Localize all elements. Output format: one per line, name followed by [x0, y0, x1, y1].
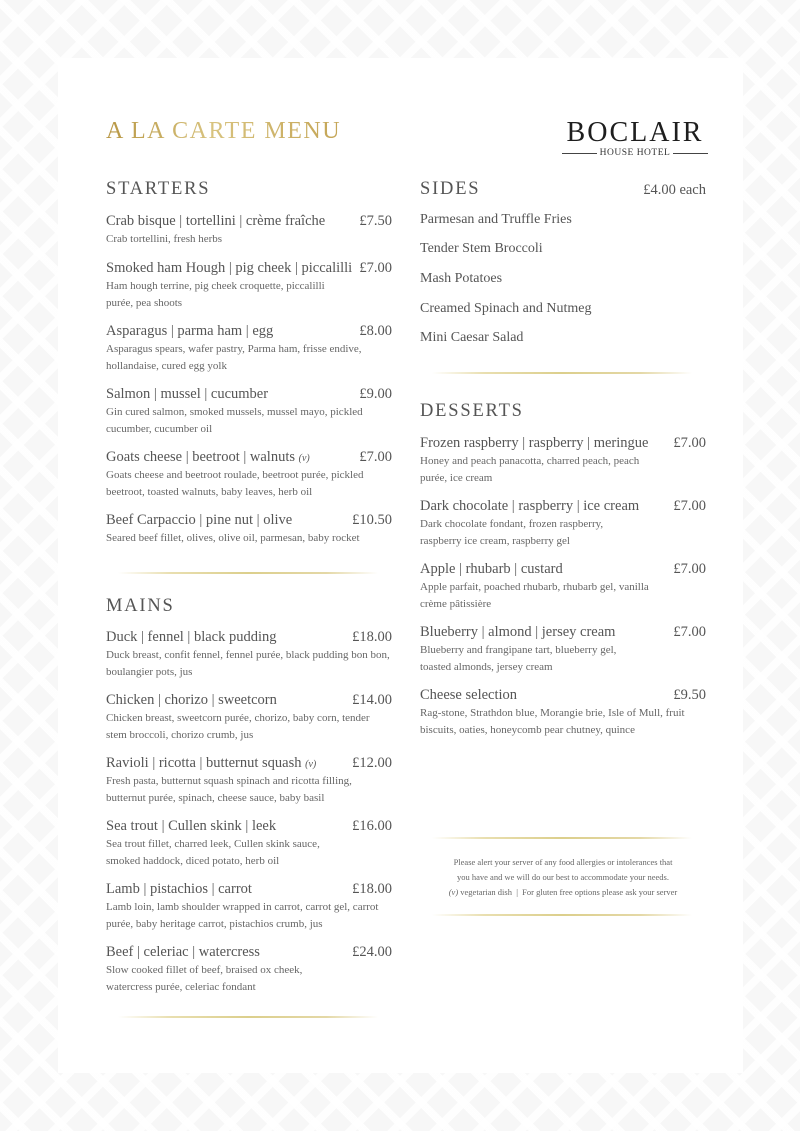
mains-title: MAINS — [106, 596, 175, 616]
logo-name: BOCLAIR — [566, 117, 704, 148]
section-divider — [432, 372, 692, 374]
item-price: £18.00 — [352, 629, 392, 645]
logo-rule-right — [673, 153, 708, 154]
sides-title: SIDES — [420, 179, 481, 199]
item-price: £16.00 — [352, 818, 392, 834]
item-name: Apple | rhubarb | custard — [420, 561, 563, 577]
item-description: Honey and peach panacotta, charred peach, peach purée, ice cream — [420, 455, 640, 484]
item-price: £8.00 — [359, 323, 392, 339]
item-name: Goats cheese | beetroot | walnuts — [106, 449, 296, 465]
main-item — [106, 629, 392, 681]
main-item — [106, 755, 392, 807]
item-name: Sea trout | Cullen skink | leek — [106, 818, 277, 834]
main-item — [106, 944, 392, 996]
desserts-title: DESSERTS — [420, 401, 524, 421]
item-name: Beef Carpaccio | pine nut | olive — [106, 512, 293, 528]
item-price: £7.00 — [673, 435, 706, 451]
item-name: Salmon | mussel | cucumber — [106, 386, 269, 402]
vegetarian-marker: (v) — [305, 759, 317, 770]
item-description: Sea trout fillet, charred leek, Cullen skink sauce, smoked haddock, diced potato, herb oil — [106, 838, 320, 867]
side-item: Tender Stem Broccoli — [420, 241, 543, 256]
item-name: Blueberry | almond | jersey cream — [420, 624, 616, 640]
sides-price: £4.00 each — [643, 182, 706, 198]
side-item: Parmesan and Truffle Fries — [420, 212, 572, 227]
item-name: Crab bisque | tortellini | crème fraîche — [106, 213, 326, 229]
note-line-1: Please alert your server of any food allergies or intolerances that — [453, 857, 673, 867]
item-description: Lamb loin, lamb shoulder wrapped in carrot, carrot gel, carrot purée, baby heritage carrot, pistachios crumb, jus — [106, 901, 379, 930]
dessert-item — [420, 498, 706, 550]
item-price: £9.50 — [673, 687, 706, 703]
section-divider — [118, 572, 378, 574]
item-description: Blueberry and frangipane tart, blueberry gel, toasted almonds, jersey cream — [420, 644, 617, 673]
item-price: £10.50 — [352, 512, 392, 528]
item-price: £7.00 — [673, 498, 706, 514]
main-item — [106, 818, 392, 870]
starter-item — [106, 512, 392, 547]
starter-item — [106, 213, 392, 248]
item-description: Fresh pasta, butternut squash spinach and ricotta filling, butternut purée, spinach, cheese sauce, baby basil — [106, 775, 352, 804]
item-description: Apple parfait, poached rhubarb, rhubarb gel, vanilla crème pâtissière — [420, 581, 649, 610]
item-price: £7.00 — [673, 561, 706, 577]
main-item — [106, 881, 392, 933]
item-description: Ham hough terrine, pig cheek croquette, piccalilli purée, pea shoots — [106, 280, 325, 309]
item-price: £7.50 — [359, 213, 392, 229]
menu-title: A LA CARTE MENU — [106, 118, 342, 144]
item-name: Dark chocolate | raspberry | ice cream — [420, 498, 640, 514]
item-price: £12.00 — [352, 755, 392, 771]
vegetarian-marker: (v) — [298, 453, 310, 464]
main-item — [106, 692, 392, 744]
starter-item — [106, 386, 392, 438]
side-item: Mini Caesar Salad — [420, 330, 524, 345]
starters-title: STARTERS — [106, 179, 211, 199]
side-item: Mash Potatoes — [420, 271, 503, 286]
item-description: Seared beef fillet, olives, olive oil, parmesan, baby rocket — [106, 532, 360, 544]
item-name: Cheese selection — [420, 687, 518, 703]
item-description: Crab tortellini, fresh herbs — [106, 233, 223, 245]
item-name: Ravioli | ricotta | butternut squash — [106, 755, 302, 771]
dessert-item — [420, 435, 706, 487]
item-name: Asparagus | parma ham | egg — [106, 323, 274, 339]
section-divider — [118, 1016, 378, 1018]
item-name: Smoked ham Hough | pig cheek | piccalilli — [106, 260, 353, 276]
note-divider-bottom — [432, 914, 692, 916]
item-price: £24.00 — [352, 944, 392, 960]
starter-item — [106, 323, 392, 375]
item-description: Gin cured salmon, smoked mussels, mussel mayo, pickled cucumber, cucumber oil — [106, 406, 363, 435]
item-name: Chicken | chorizo | sweetcorn — [106, 692, 277, 708]
item-price: £14.00 — [352, 692, 392, 708]
item-description: Goats cheese and beetroot roulade, beetroot purée, pickled beetroot, toasted walnuts, baby leaves, herb oil — [106, 469, 364, 498]
item-description: Duck breast, confit fennel, fennel purée, black pudding bon bon, boulangier pots, jus — [106, 649, 390, 678]
item-price: £7.00 — [359, 449, 392, 465]
starter-item — [106, 449, 392, 501]
item-price: £9.00 — [359, 386, 392, 402]
hotel-logo — [562, 118, 708, 158]
starter-item — [106, 260, 392, 312]
dessert-item — [420, 561, 706, 613]
dessert-item — [420, 624, 706, 676]
item-description: Asparagus spears, wafer pastry, Parma ham, frisse endive, hollandaise, cured egg yolk — [106, 343, 362, 372]
item-name: Beef | celeriac | watercress — [106, 944, 260, 960]
item-price: £7.00 — [359, 260, 392, 276]
item-name: Lamb | pistachios | carrot — [106, 881, 252, 897]
logo-subtitle-text: HOUSE HOTEL — [599, 148, 671, 158]
dessert-item — [420, 687, 706, 739]
note-divider-top — [432, 837, 692, 839]
allergy-note — [432, 855, 694, 900]
item-name: Frozen raspberry | raspberry | meringue — [420, 435, 649, 451]
item-description: Rag-stone, Strathdon blue, Morangie brie, Isle of Mull, fruit biscuits, oaties, honeycomb pear chutney, quince — [420, 707, 685, 736]
item-price: £18.00 — [352, 881, 392, 897]
logo-subtitle — [562, 148, 708, 158]
logo-rule-left — [562, 153, 597, 154]
note-line-2: you have and we will do our best to accommodate your needs. — [457, 872, 669, 882]
vegetarian-key: (v) — [448, 887, 459, 897]
note-line-3: vegetarian dish | For gluten free options please ask your server — [458, 887, 678, 897]
item-description: Slow cooked fillet of beef, braised ox cheek, watercress purée, celeriac fondant — [106, 964, 303, 993]
item-description: Dark chocolate fondant, frozen raspberry, raspberry ice cream, raspberry gel — [420, 518, 604, 547]
item-description: Chicken breast, sweetcorn purée, chorizo, baby corn, tender stem broccoli, chorizo crumb, jus — [106, 712, 370, 741]
item-price: £7.00 — [673, 624, 706, 640]
item-name: Duck | fennel | black pudding — [106, 629, 277, 645]
side-item: Creamed Spinach and Nutmeg — [420, 301, 592, 316]
